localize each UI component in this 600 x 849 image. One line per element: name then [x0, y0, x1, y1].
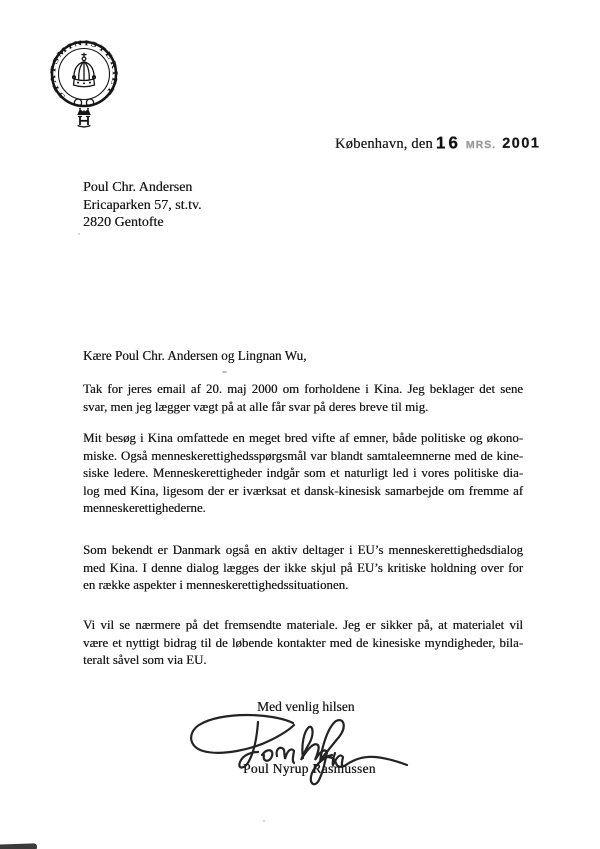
scan-smudge	[0, 843, 37, 849]
body-line: log med Kina, ligesom der er iværksat et dansk-kinesisk samarbejde om fremme af	[83, 483, 523, 498]
royal-cypher-icon	[78, 108, 91, 127]
signature-flourish	[191, 715, 294, 753]
scan-speck	[222, 371, 227, 373]
crown-icon	[73, 53, 96, 87]
stamp-year: 2001	[502, 135, 541, 152]
recipient-address	[83, 179, 201, 232]
valediction: Med venlig hilsen	[257, 699, 355, 714]
scan-speck	[78, 233, 80, 235]
stamp-month: MRS.	[465, 138, 497, 152]
body-line: menneskerettighederne.	[83, 501, 206, 516]
body-line: Tak for jeres email af 20. maj 2000 om forholdene i Kina. Jeg beklager det sene	[83, 382, 523, 396]
dateline-place: København, den	[335, 136, 433, 152]
body-line: miske. Også menneskerettighedsspørgsmål var blandt samtaleemnerne med de kine-	[83, 448, 523, 463]
body-line: med Kina. I denne dialog lægges der ikke skjul på EU’s kritiske holdning over for	[83, 560, 523, 575]
paragraph-2	[83, 430, 523, 518]
seal-band-text: STATSMINISTERIET	[48, 40, 120, 102]
body-line: Vi vil se nærmere på det fremsendte materiale. Jeg er sikker på, at materialet vil	[83, 618, 523, 632]
stamp-day: 16	[435, 133, 462, 153]
body-line: teralt såvel som via EU.	[83, 653, 207, 668]
body-line: siske ledere. Menneskerettigheder indgår som et naturligt led i vores politiske dia-	[83, 466, 523, 481]
body-line: svar, men jeg lægger vægt på at alle får svar på deres breve til mig.	[83, 399, 429, 414]
date-stamp	[436, 132, 541, 153]
body-line: en række aspekter i menneskerettighedssituationen.	[83, 578, 349, 593]
recipient-name: Poul Chr. Andersen	[83, 180, 193, 195]
recipient-city: 2820 Gentofte	[83, 215, 164, 231]
signer-name: Poul Nyrup Rasmussen	[243, 761, 376, 776]
recipient-street: Ericaparken 57, st.tv.	[83, 197, 202, 213]
paragraph-3	[83, 542, 523, 595]
statsministeriet-seal	[47, 40, 121, 128]
signature-scribble	[185, 710, 415, 795]
body-line: være et nyttigt bidrag til de løbende kontakter med de kinesiske myndigheder, bila-	[83, 635, 523, 650]
salutation: Kære Poul Chr. Andersen og Lingnan Wu,	[83, 348, 307, 363]
body-line: Mit besøg i Kina omfattede en meget bred vifte af emner, både politiske og økono-	[83, 431, 523, 445]
body-line: Som bekendt er Danmark også en aktiv deltager i EU’s menneskerettighedsdialog	[83, 543, 523, 557]
paragraph-1	[83, 381, 523, 416]
signature-rasmussen	[320, 720, 407, 767]
paragraph-4	[83, 617, 523, 670]
scan-speck	[263, 820, 265, 822]
